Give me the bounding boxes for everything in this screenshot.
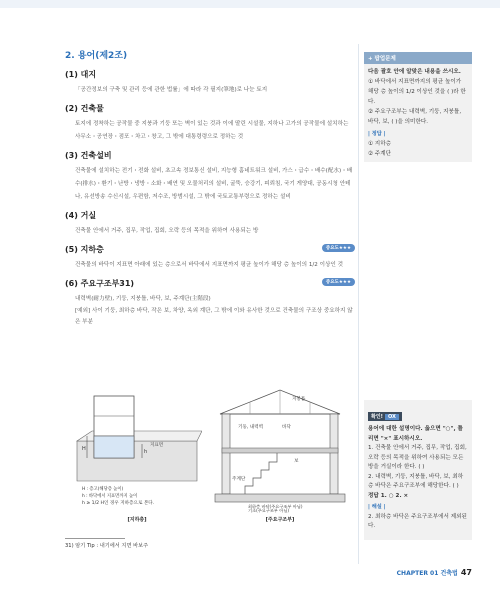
ox-explanation: 2. 최하층 바닥은 주요구조부에서 제외된다. (368, 513, 467, 529)
bottom-floor-label: 최하층 바닥(주요구조부 아님) (248, 504, 303, 509)
wall-label: 기둥, 내력벽 (238, 425, 264, 430)
item-heading: (3) 건축설비 (65, 151, 112, 160)
popup-quiz-box (364, 52, 472, 162)
svg-text:H: H (82, 446, 86, 452)
basement-figure (72, 386, 202, 526)
item-body: 건축물 안에서 거주, 집무, 작업, 집회, 오락 등의 목적을 위하여 사용되는 방 (75, 228, 259, 234)
answer-heading: | 정답 | (368, 131, 386, 137)
basement-caption: [지하층] (127, 517, 147, 523)
structure-caption: [주요구조부] (265, 517, 295, 523)
item-body: 토지에 정착하는 공작물 중 지붕과 기둥 또는 벽이 있는 것과 이에 딸린 시설물, 지하나 고가의 공작물에 설치하는 사무소・공연장・점포・차고・창고, 그 밖에 대통령령으로 정하는 것 (75, 121, 349, 140)
item-heading: (2) 건축물 (65, 104, 104, 113)
item-heading-row (65, 278, 355, 289)
height-legend: H : 층고(해당층 높이) (82, 487, 124, 492)
chapter-label: CHAPTER 01 건축법 (396, 570, 458, 577)
item-body: 건축물에 설치하는 전기・전화 설비, 초고속 정보통신 설비, 지능형 홈네트워크 설비, 가스・급수・배수(配水)・배수(排水)・환기・난방・냉방・소화・배연 및 오물처리의 설비, 굴뚝, 승강기, 피뢰침, 국기 게양대, 공동시청 안테나, 유선방송 수신시설, 우편함, 저수조, 방범시설, 그 밖에 국토교통부령으로 정하는 설비 (75, 168, 353, 200)
ox-answer: 정답 1. ○ 2. × (368, 492, 409, 499)
item-heading: (5) 지하층 (65, 245, 104, 254)
importance-badge: 중요도★★★ (322, 244, 355, 252)
svg-text:h: h (144, 449, 148, 455)
structure-diagram (210, 386, 350, 514)
popup-quiz-title: + 팝업문제 (364, 52, 472, 64)
column-divider (358, 44, 359, 564)
ground-label: 지표면 (150, 443, 164, 448)
item-heading: (1) 대지 (65, 70, 97, 79)
item-heading: (6) 주요구조부31) (65, 279, 135, 288)
roof-label: 지붕틀 (292, 397, 306, 402)
ox-statement: 1. 건축물 안에서 거주, 집무, 작업, 집회, 오락 등의 목적을 위하여 사용되는 모든 방을 거실이라 한다. ( ) (368, 445, 467, 470)
popup-quiz-item: ① 바닥에서 지표면까지의 평균 높이가 해당 층 높이의 1/2 이상인 것을 ( )라 한다. (368, 79, 466, 105)
depth-legend: h : 바닥에서 지표면까지 높이 (82, 494, 138, 499)
item-body: 건축물의 바닥이 지표면 아래에 있는 층으로서 바닥에서 지표면까지 평균 높이가 해당 층 높이의 1/2 이상인 것 (75, 262, 344, 268)
main-column (65, 48, 355, 334)
popup-quiz-item: ② 주요구조부는 내력벽, 기둥, 지붕틀, 바닥, 보, ( )을 의미한다. (368, 109, 462, 125)
answer-item: ② 주계단 (368, 151, 392, 157)
popup-quiz-question: 다음 괄호 안에 알맞은 내용을 쓰시오. (368, 69, 461, 75)
footnote-rule (65, 538, 125, 539)
item-body: 「공간정보의 구축 및 관리 등에 관한 법률」에 따라 각 필지(筆地)로 나눈 토지 (75, 87, 268, 93)
section-title: 2. 용어(제2조) (65, 51, 128, 61)
page-footer (397, 568, 472, 577)
beam-label: 보 (294, 459, 299, 464)
floor-label: 바닥 (282, 425, 291, 430)
page-number: 47 (460, 568, 472, 577)
structure-exception: [예외] 사이 기둥, 최하층 바닥, 작은 보, 차양, 옥외 계단, 그 밖에 이와 유사한 것으로 건축물의 구조상 중요하지 않은 부분 (75, 308, 353, 325)
item-heading-row (65, 244, 355, 255)
importance-badge: 중요도★★★ (322, 278, 355, 286)
structure-list: 내력벽(耐力壁), 기둥, 지붕틀, 바닥, 보, 주계단(主階段) (75, 296, 211, 302)
ox-statement: 2. 내력벽, 기둥, 지붕틀, 바닥, 보, 최하층 바닥은 주요구조부에 해당한다. ( ) (368, 473, 464, 489)
structure-figure (210, 386, 350, 526)
ox-question: 용어에 대한 설명이다. 옳으면 "○", 틀리면 "×" 표시하시오. (368, 426, 463, 442)
ox-tag: 확인! OX (368, 412, 402, 421)
item-heading: (4) 거실 (65, 211, 97, 220)
foundation-label: 기초(주요구조부 아님) (248, 508, 290, 513)
stair-label: 주계단 (232, 477, 246, 482)
basement-formula: h ≥ 1/2 H인 경우 지하층으로 본다. (82, 501, 155, 506)
footnote: 31) 암기 Tip : 내기에서 지면 바보주 (65, 543, 149, 549)
ox-quiz-box (364, 400, 472, 540)
answer-item: ① 지하층 (368, 141, 392, 147)
explain-heading: | 해설 | (368, 504, 386, 510)
top-bar (0, 0, 500, 8)
